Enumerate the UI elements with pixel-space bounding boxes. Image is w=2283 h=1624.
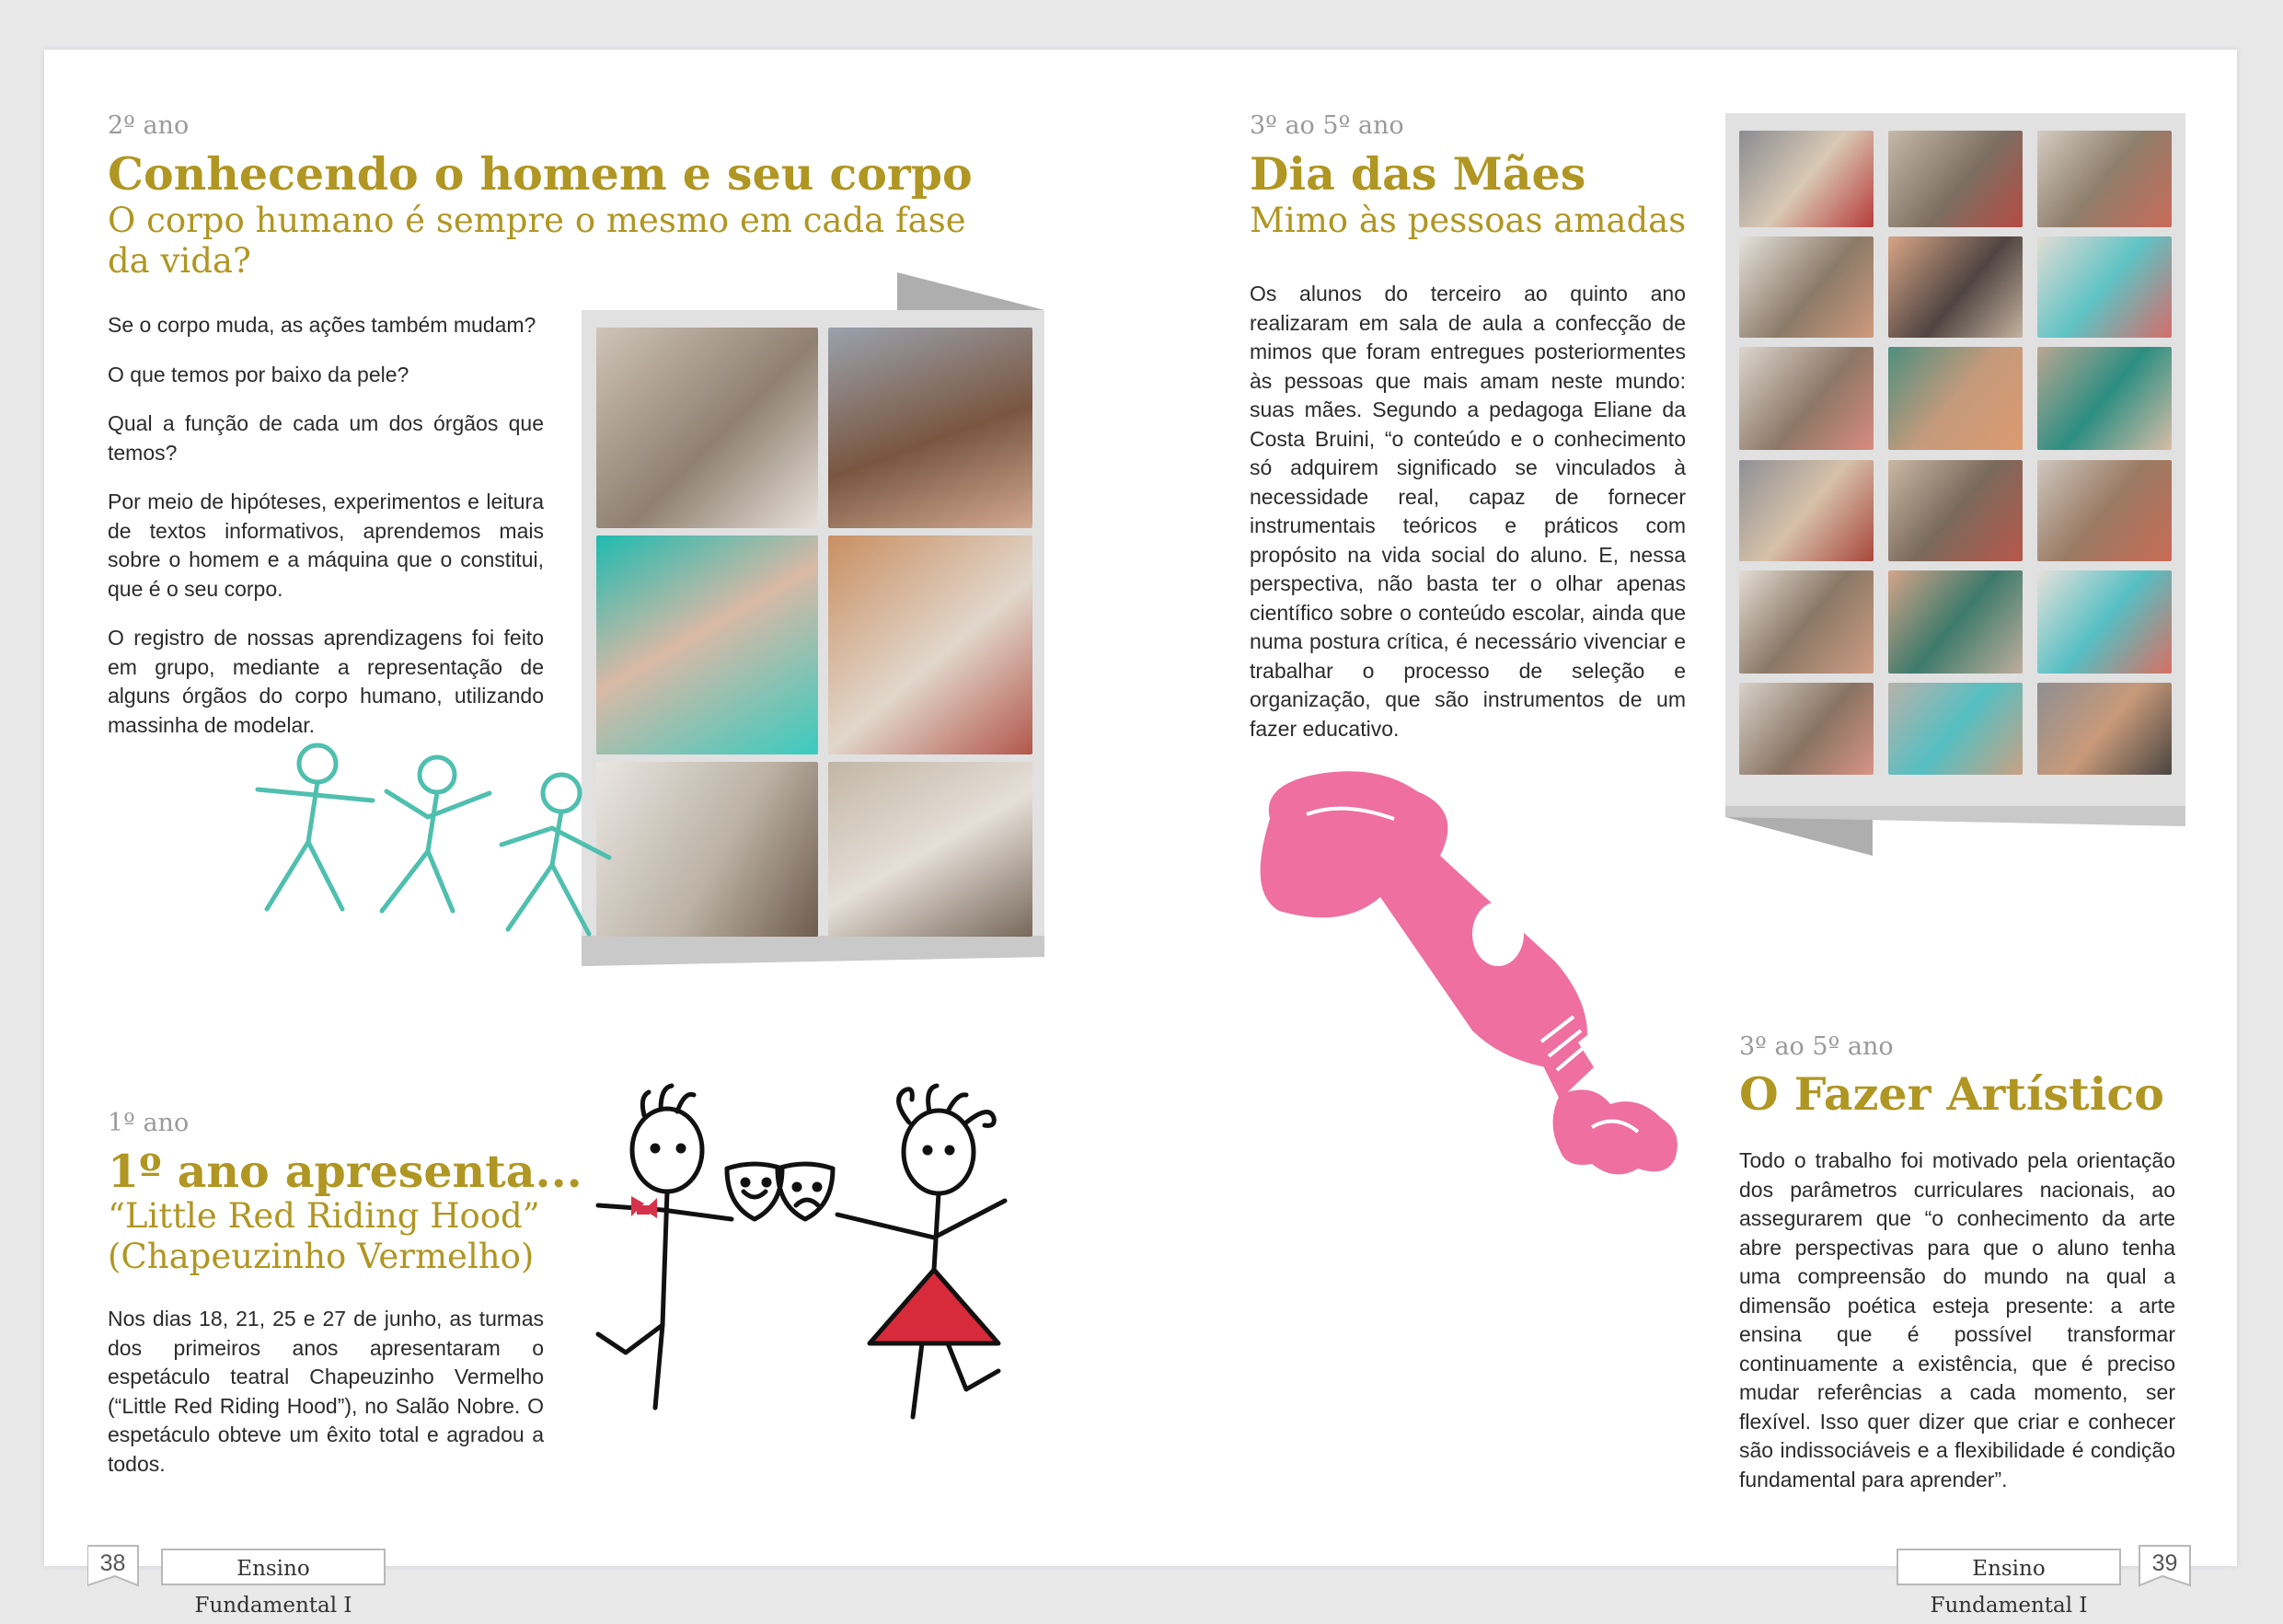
- theatre-masks-illustration: [580, 1077, 1012, 1435]
- page-number: 38: [99, 1550, 126, 1576]
- section-title: Dia das Mães: [1250, 147, 1586, 201]
- photo: [2037, 236, 2172, 338]
- footer-label: Ensino Fundamental I: [161, 1549, 386, 1585]
- photo: [1888, 683, 2023, 775]
- photo: [828, 536, 1032, 754]
- photo: [2037, 460, 2172, 561]
- page-number: 39: [2151, 1550, 2178, 1576]
- paragraph: Qual a função de cada um dos órgãos que temos?: [108, 411, 544, 465]
- photo: [2037, 347, 2172, 450]
- paragraph: O registro de nossas aprendizagens foi feito em grupo, mediante a representação de alguns órgãos do corpo humano, utilizando massinha de modelar.: [108, 626, 544, 737]
- photo: [828, 328, 1032, 528]
- section-subtitle: (Chapeuzinho Vermelho): [108, 1237, 535, 1276]
- photo: [596, 762, 818, 937]
- section-title: O Fazer Artístico: [1739, 1067, 2164, 1121]
- section-body: [108, 1305, 544, 1499]
- section-grade: 3º ao 5º ano: [1250, 111, 1404, 140]
- paragraph: Nos dias 18, 21, 25 e 27 de junho, as turmas dos primeiros anos apresentaram o espetáculo teatral Chapeuzinho Vermelho (“Little Red Riding Hood”), no Salão Nobre. O espetáculo obteve um êxito total e agradou a todos.: [108, 1307, 544, 1476]
- photo: [2037, 683, 2172, 775]
- section-title: 1º ano apresenta...: [108, 1145, 582, 1198]
- photo: [1739, 347, 1874, 450]
- section-grade: 3º ao 5º ano: [1739, 1032, 1894, 1061]
- section-subtitle: “Little Red Riding Hood”: [108, 1196, 540, 1236]
- stick-figures-illustration: [248, 736, 617, 948]
- photo: [1739, 460, 1874, 561]
- photo: [1739, 236, 1874, 338]
- photo: [828, 762, 1032, 937]
- paragraph: Todo o trabalho foi motivado pela orientação dos parâmetros curriculares nacionais, ao assegurarem que “o conhecimento da arte abre perspectivas para que o aluno tenha uma compreensão do mundo na qual a dimensão poética esteja presente: a arte ensina que é possível transformar continuamente a existência, que é preciso mudar referências a cada momento, ser flexível. Isso quer dizer que criar e conhecer são indissociáveis e a flexibilidade é condição fundamental para aprender”.: [1739, 1148, 2175, 1492]
- section-grade: 2º ano: [108, 111, 190, 140]
- paint-tube-illustration: [1242, 764, 1721, 1187]
- photo: [1739, 570, 1874, 674]
- paragraph: Os alunos do terceiro ao quinto ano realizaram em sala de aula a confecção de mimos que foram entregues posteriormentes às pessoas que mais amam neste mundo: suas mães. Segundo a pedagoga Eliane da Costa Bruini, “o conteúdo e o conhecimento só adquirem significado se vinculados à necessidade real, capaz de fornecer instrumentais teóricos e práticos com propósito na vida social do aluno. E, nessa perspectiva, não basta ter o olhar apenas científico sobre o conteúdo escolar, ainda que numa postura crítica, é necessário vivenciar e trabalhar o processo de seleção e organização, que são instrumentos de um fazer educativo.: [1250, 282, 1686, 741]
- section-subtitle: O corpo humano é sempre o mesmo em cada fase da vida?: [108, 201, 966, 281]
- photo: [1888, 570, 2023, 674]
- photo: [2037, 131, 2172, 227]
- section-title: Conhecendo o homem e seu corpo: [108, 147, 973, 201]
- section-subtitle: Mimo às pessoas amadas: [1250, 201, 1687, 240]
- section-grade: 1º ano: [108, 1109, 190, 1137]
- section-body: [1250, 280, 1686, 764]
- paragraph: O que temos por baixo da pele?: [108, 362, 409, 386]
- photo: [1888, 236, 2023, 338]
- photo: [1888, 347, 2023, 450]
- photo: [2037, 570, 2172, 674]
- photo: [1739, 131, 1874, 227]
- section-body: [108, 311, 544, 760]
- paragraph: Se o corpo muda, as ações também mudam?: [108, 313, 536, 337]
- footer-label: Ensino Fundamental I: [1897, 1549, 2121, 1585]
- section-body: [1739, 1146, 2175, 1515]
- photo: [1888, 131, 2023, 227]
- photo: [596, 536, 818, 754]
- paragraph: Por meio de hipóteses, experimentos e leitura de textos informativos, aprendemos mais sobre o homem e a máquina que o constitui, que é o seu corpo.: [108, 490, 544, 601]
- photo: [1739, 683, 1874, 775]
- photo: [596, 328, 818, 528]
- photo: [1888, 460, 2023, 561]
